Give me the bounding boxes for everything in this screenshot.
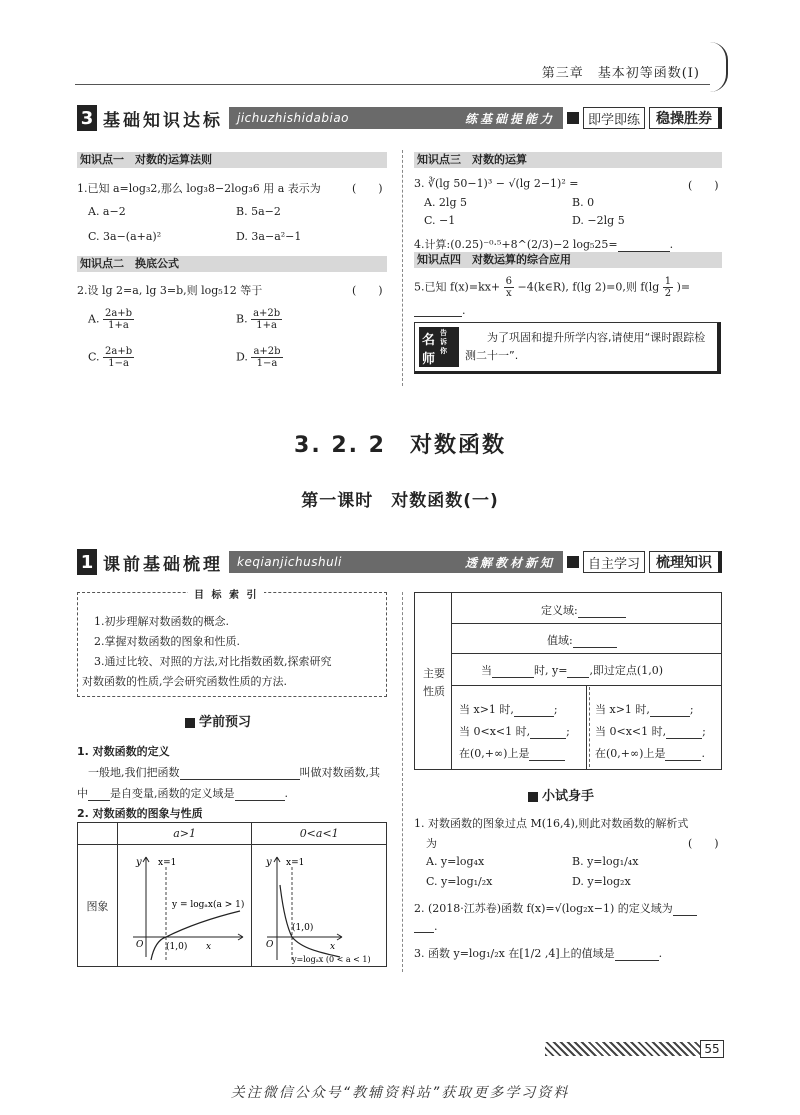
answer-blank[interactable] — [414, 316, 462, 317]
option-d — [236, 346, 283, 369]
option-label: A. — [88, 312, 100, 326]
knowledge-point-4: 知识点四 对数运算的综合应用 — [414, 252, 722, 268]
table-divider — [589, 687, 590, 767]
graph-cell — [252, 845, 387, 967]
badge-char-1: 名 — [422, 333, 436, 348]
option-c: C. y=log₁/₂x — [426, 875, 493, 888]
goals-title: 目 标 索 引 — [188, 586, 264, 601]
question-4: 4.计算:(0.25)⁻⁰·⁵+8^(2/3)−2 log₅25= . — [414, 238, 674, 251]
fixed-point-row — [481, 662, 663, 678]
def-text: 中 — [77, 787, 88, 800]
trial-title: 小试身手 — [542, 789, 595, 804]
answer-blank[interactable] — [492, 677, 534, 678]
point-label: (1,0) — [165, 942, 188, 952]
option-b: B. 5a−2 — [236, 205, 281, 218]
answer-blank[interactable] — [615, 960, 659, 961]
fixed-text: ,即过定点(1,0) — [589, 664, 664, 677]
curve-label: y = logₐx(a > 1) — [171, 900, 245, 910]
answer-blank[interactable] — [235, 800, 285, 801]
trial-question-1: 1. 对数函数的图象过点 M(16,4),则此对数函数的解析式 — [414, 817, 689, 830]
knowledge-point-1: 知识点一 对数的运算法则 — [77, 152, 387, 168]
denominator: 2 — [664, 288, 672, 299]
trial-question-1b: 为 — [426, 837, 437, 850]
def-text: 是自变量,函数的定义域是 — [110, 787, 235, 800]
square-icon — [567, 112, 579, 124]
fraction — [103, 346, 134, 369]
range-label: 值域: — [547, 634, 573, 647]
section-marker-icon — [185, 718, 195, 728]
right-prop-3 — [595, 745, 705, 761]
prop-text: 在(0,+∞)上是 — [459, 747, 530, 760]
prop-text: 当 x>1 时, — [595, 703, 650, 716]
answer-paren: ( ) — [352, 182, 383, 195]
domain-row — [541, 602, 626, 618]
banner-tag: 自主学习 — [583, 551, 645, 573]
answer-blank[interactable] — [180, 779, 300, 780]
answer-blank[interactable] — [573, 647, 617, 648]
answer-blank[interactable] — [567, 677, 589, 678]
table-divider — [586, 685, 587, 769]
option-c — [88, 346, 134, 369]
x-label: x — [205, 942, 211, 952]
q3-text: 上的值域是 — [559, 947, 615, 960]
semicolon: ; — [702, 725, 706, 738]
q2-text: 2. (2018·江苏卷)函数 f(x)=√(log₂x−1) 的定义域为 — [414, 902, 673, 915]
trial-question-2 — [414, 900, 697, 916]
option-b: B. 0 — [572, 196, 595, 209]
banner-title: 课前基础梳理 — [103, 554, 223, 575]
numerator: a+2b — [253, 346, 281, 357]
question-5 — [414, 276, 690, 299]
row-label: 图象 — [78, 845, 118, 967]
preview-heading-2: 2. 对数函数的图象与性质 — [77, 807, 203, 820]
answer-blank-line: . — [414, 920, 438, 933]
q5-part-a: 5.已知 f(x)=kx+ — [414, 280, 501, 294]
denominator: 1+a — [108, 320, 129, 331]
option-label: C. — [88, 350, 100, 364]
numerator: a+2b — [253, 308, 281, 319]
preview-header — [185, 711, 251, 730]
banner-number: 3 — [77, 105, 97, 131]
tip-text: 为了巩固和提升所学内容,请使用“课时跟踪检测二十一”. — [465, 331, 706, 362]
page-header — [0, 0, 800, 95]
semicolon: ; — [566, 725, 570, 738]
page-number: 55 — [700, 1040, 724, 1058]
knowledge-point-2: 知识点二 换底公式 — [77, 256, 387, 272]
column-divider — [402, 592, 403, 972]
banner-pinyin: keqianjichushuli — [237, 555, 342, 569]
origin-label: O — [135, 940, 144, 950]
option-c: C. 3a−(a+a)² — [88, 230, 162, 243]
goal-3a: 3.通过比较、对照的方法,对比指数函数,探索研究 — [94, 655, 332, 668]
answer-blank[interactable] — [530, 738, 566, 739]
goal-3b: 对数函数的性质,学会研究函数性质的方法. — [82, 675, 287, 688]
banner-tag: 即学即练 — [583, 107, 645, 129]
banner-slogan: 练基础提能力 — [464, 111, 555, 126]
prop-text: 当 0<x<1 时, — [595, 725, 667, 738]
fixed-text: 时, y= — [534, 664, 568, 677]
knowledge-point-3: 知识点三 对数的运算 — [414, 152, 722, 168]
definition-line-2: 中 是自变量,函数的定义域是 . — [77, 787, 288, 800]
def-text: 叫做对数函数,其 — [299, 766, 380, 779]
option-a: A. y=log₄x — [426, 855, 485, 868]
banner-number: 1 — [77, 549, 97, 575]
option-a: A. 2lg 5 — [424, 196, 467, 209]
answer-blank-line: . — [414, 304, 466, 317]
column-header: 0<a<1 — [252, 823, 387, 845]
answer-blank[interactable] — [529, 760, 565, 761]
section-title: 3. 2. 2 对数函数 — [294, 433, 506, 458]
semicolon: ; — [553, 703, 558, 716]
option-a — [88, 308, 134, 331]
row-label: 性质 — [423, 685, 445, 698]
prop-text: 当 x>1 时, — [459, 703, 514, 716]
question-4-text: 4.计算:(0.25)⁻⁰·⁵+8^(2/3)−2 log₅25= — [414, 238, 618, 251]
answer-blank[interactable] — [673, 915, 697, 916]
page-hatch-decoration — [545, 1042, 700, 1056]
denominator: 1−a — [108, 358, 129, 369]
properties-table — [414, 592, 722, 770]
option-c: C. −1 — [424, 214, 456, 227]
table-divider — [451, 653, 721, 654]
right-prop-1 — [595, 701, 694, 717]
answer-blank[interactable] — [665, 760, 701, 761]
option-d: D. −2lg 5 — [572, 214, 625, 227]
graph-cell — [117, 845, 252, 967]
question-2: 2.设 lg 2=a, lg 3=b,则 log₅12 等于 — [77, 284, 263, 297]
numerator: 6 — [505, 276, 513, 287]
option-b: B. y=log₁/₄x — [572, 855, 639, 868]
y-label: y — [266, 857, 273, 868]
row-label: 主要 — [423, 667, 445, 680]
log-graph-a-lt-1 — [252, 845, 387, 967]
question-3: 3. ∛(lg 50−1)³ − √(lg 2−1)² = — [414, 177, 579, 190]
badge-char-2: 师 — [422, 352, 436, 367]
goal-1: 1.初步理解对数函数的概念. — [94, 615, 229, 628]
banner-pinyin: jichuzhishidabiao — [237, 111, 350, 125]
badge-small-text: 告诉你 — [440, 329, 447, 355]
answer-paren: ( ) — [688, 837, 719, 850]
fraction — [251, 346, 282, 369]
table-divider — [451, 623, 721, 624]
lesson-title: 第一课时 对数函数(一) — [301, 491, 499, 511]
option-a: A. a−2 — [88, 205, 126, 218]
range-row — [547, 632, 617, 648]
right-prop-2 — [595, 723, 706, 739]
banner-title: 基础知识达标 — [103, 110, 223, 131]
banner-tag-bold: 稳操胜券 — [649, 107, 722, 129]
curve-label: y=logₐx (0 < a < 1) — [292, 955, 372, 964]
semicolon: ; — [689, 703, 694, 716]
left-prop-3 — [459, 745, 565, 761]
preview-heading-1: 1. 对数函数的定义 — [77, 745, 170, 758]
header-bracket — [710, 42, 728, 92]
square-icon — [567, 556, 579, 568]
column-header: a>1 — [117, 823, 252, 845]
point-label: (1,0) — [292, 923, 314, 933]
goal-2: 2.掌握对数函数的图象和性质. — [94, 635, 240, 648]
fraction — [103, 308, 134, 331]
left-prop-2 — [459, 723, 570, 739]
log-curve — [151, 911, 240, 960]
fixed-text: 当 — [481, 664, 492, 677]
banner-basics — [77, 104, 722, 132]
definition-line-1 — [88, 764, 380, 780]
denominator: 1+a — [256, 320, 277, 331]
option-label: D. — [236, 350, 248, 364]
x1-label: x=1 — [286, 858, 305, 868]
option-d: D. y=log₂x — [572, 875, 631, 888]
preview-title: 学前预习 — [199, 715, 252, 730]
origin-label: O — [266, 940, 274, 950]
q3-text: 3. 函数 y=log₁/₂x 在 — [414, 947, 520, 960]
fraction — [504, 276, 514, 299]
y-label: y — [135, 857, 142, 868]
numerator: 2a+b — [104, 308, 133, 319]
banner-preclass — [77, 548, 722, 576]
graph-table — [77, 822, 387, 967]
denominator: 1−a — [256, 358, 278, 369]
answer-blank[interactable] — [650, 716, 690, 717]
teacher-tip-box — [414, 322, 721, 374]
answer-blank[interactable] — [514, 716, 554, 717]
banner-slogan: 透解教材新知 — [464, 555, 555, 570]
chapter-title: 第三章 基本初等函数(Ⅰ) — [541, 66, 700, 81]
answer-blank[interactable] — [88, 800, 110, 801]
answer-paren: ( ) — [688, 179, 719, 192]
log-graph-a-gt-1 — [118, 845, 253, 967]
column-divider — [402, 150, 403, 386]
table-corner — [78, 823, 118, 845]
interval: [1/2 ,4] — [519, 947, 560, 960]
table-divider — [451, 593, 452, 769]
answer-blank[interactable] — [414, 932, 434, 933]
fraction — [251, 308, 282, 331]
numerator: 2a+b — [105, 346, 133, 357]
banner-strip — [229, 107, 563, 129]
banner-strip — [229, 551, 563, 573]
x1-label: x=1 — [157, 858, 177, 868]
header-rule — [75, 84, 710, 85]
x-label: x — [330, 942, 336, 952]
answer-blank[interactable] — [666, 738, 702, 739]
option-d: D. 3a−a²−1 — [236, 230, 302, 243]
period: . — [701, 747, 705, 760]
teacher-badge — [419, 327, 459, 367]
question-1: 1.已知 a=log₃2,那么 log₃8−2log₃6 用 a 表示为 — [77, 182, 321, 195]
option-label: B. — [236, 312, 248, 326]
def-text: 一般地,我们把函数 — [88, 766, 180, 779]
prop-text: 在(0,+∞)上是 — [595, 747, 666, 760]
trial-question-3: 3. 函数 y=log₁/₂x 在[1/2 ,4]上的值域是 . — [414, 947, 663, 960]
q5-part-b: −4(k∈R), f(lg 2)=0,则 f(lg — [517, 280, 660, 294]
goals-box — [77, 592, 387, 697]
numerator: 1 — [664, 276, 672, 287]
option-b — [236, 308, 282, 331]
answer-paren: ( ) — [352, 284, 383, 297]
denominator: x — [506, 288, 512, 299]
trial-header — [528, 785, 594, 804]
fraction — [663, 276, 673, 299]
section-marker-icon — [528, 792, 538, 802]
domain-label: 定义域: — [541, 604, 578, 617]
left-prop-1 — [459, 701, 558, 717]
answer-blank[interactable] — [578, 617, 626, 618]
prop-text: 当 0<x<1 时, — [459, 725, 531, 738]
banner-tag-bold: 梳理知识 — [649, 551, 722, 573]
footer-note: 关注微信公众号“教辅资料站”获取更多学习资料 — [230, 1085, 570, 1101]
q5-part-c: )= — [676, 280, 691, 294]
